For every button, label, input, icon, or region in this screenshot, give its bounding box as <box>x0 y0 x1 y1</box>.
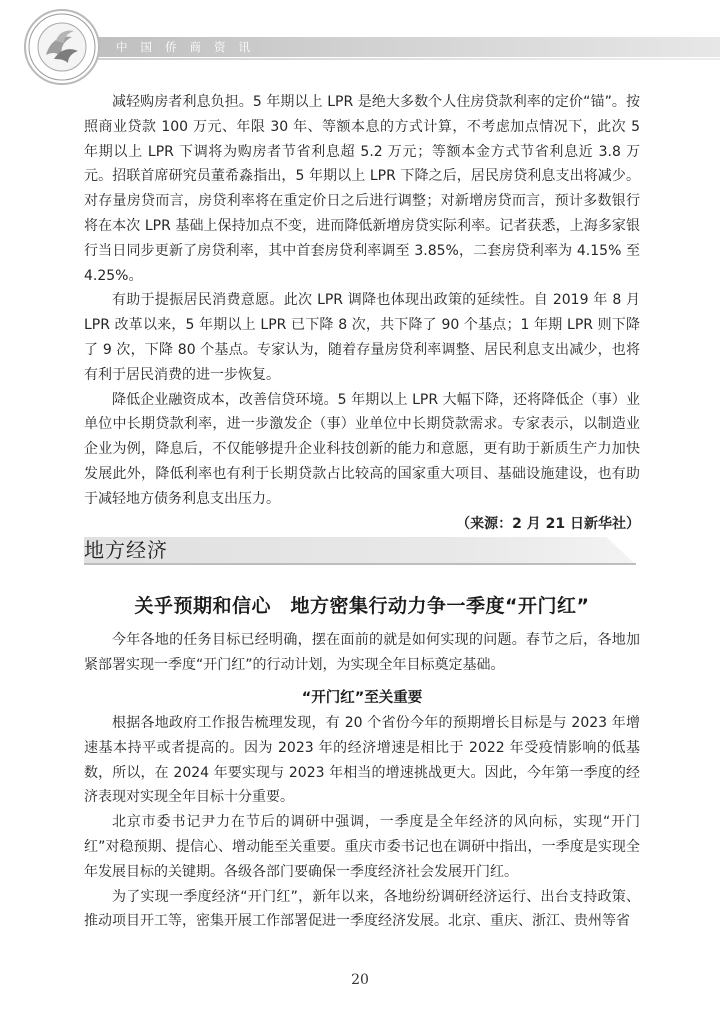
paragraph: 根据各地政府工作报告梳理发现，有 20 个省份今年的预期增长目标是与 2023 年增速基本持平或者提高的。因为 2023 年的经济增速是相比于 2022 年受疫情影响的低基数，所以，在 2024 年要实现与 2023 年相当的增速挑战更大。因此，今年第一季度的经济表现对实现全年目标十分重要。 <box>84 715 640 806</box>
paragraph: 有助于提振居民消费意愿。此次 LPR 调降也体现出政策的延续性。自 2019 年 8 月 LPR 改革以来，5 年期以上 LPR 已下降 8 次，共下降了 90 个基点；1 年期 LPR 则下降了 9 次，下降 80 个基点。专家认为，随着存量房贷利率调整、居民利息支出减少，也将有利于居民消费的进一步恢复。 <box>84 292 640 383</box>
continued-article <box>84 90 640 536</box>
article-subhead: “开门红”至关重要 <box>301 690 423 706</box>
article-body <box>84 711 640 934</box>
article-title: 关乎预期和信心 地方密集行动力争一季度“开门红” <box>134 595 590 617</box>
logo <box>24 9 100 85</box>
paragraph: 减轻购房者利息负担。5 年期以上 LPR 是绝大多数个人住房贷款利率的定价“锚”。按照商业贷款 100 万元、年限 30 年、等额本息的方式计算，不考虑加点情况下，此次 5 年期以上 LPR 下调将为购房者节省利息超 5.2 万元；等额本金方式节省利息近 3.8 万元。招联首席研究员董希淼指出，5 年期以上 LPR 下降之后，居民房贷利息支出将减少。对存量房贷而言，房贷利率将在重定价日之后进行调整；对新增房贷而言，预计多数银行将在本次 LPR 基础上保持加点不变，进而降低新增房贷实际利率。记者获悉，上海多家银行当日同步更新了房贷利率，其中首套房贷利率调至 3.85%，二套房贷利率为 4.15% 至 4.25%。 <box>84 94 640 284</box>
article-source: （来源：2 月 21 日新华社） <box>456 515 640 532</box>
page-number: 20 <box>351 972 369 988</box>
article-intro <box>84 628 640 678</box>
logo-emblem-icon <box>26 11 98 83</box>
header-bar-underline <box>62 58 720 60</box>
paragraph: 降低企业融资成本，改善信贷环境。5 年期以上 LPR 大幅下降，还将降低企（事）业单位中长期贷款利率，进一步激发企（事）业单位中长期贷款需求。专家表示，以制造业企业为例，降息后，不仅能够提升企业科技创新的能力和意愿，更有助于新质生产力加快发展此外，降低利率也有利于长期贷款占比较高的国家重大项目、基础设施建设，也有助于减轻地方债务利息支出压力。 <box>84 391 640 507</box>
section-title: 地方经济 <box>84 538 168 562</box>
paragraph: 今年各地的任务目标已经明确，摆在面前的就是如何实现的问题。春节之后，各地加紧部署实现一季度“开门红”的行动计划，为实现全年目标奠定基础。 <box>84 632 640 673</box>
header-title: 中国侨商资讯 <box>116 40 263 54</box>
paragraph: 北京市委书记尹力在节后的调研中强调，一季度是全年经济的风向标，实现“开门红”对稳预期、提信心、增动能至关重要。重庆市委书记也在调研中指出，一季度是实现全年发展目标的关键期。各级各部门要确保一季度经济社会发展开门红。 <box>84 814 640 880</box>
page-header <box>0 0 720 80</box>
paragraph: 为了实现一季度经济“开门红”，新年以来，各地纷纷调研经济运行、出台支持政策、推动项目开工等，密集开展工作部署促进一季度经济发展。北京、重庆、浙江、贵州等省 <box>84 888 640 930</box>
section-rule <box>84 563 636 565</box>
